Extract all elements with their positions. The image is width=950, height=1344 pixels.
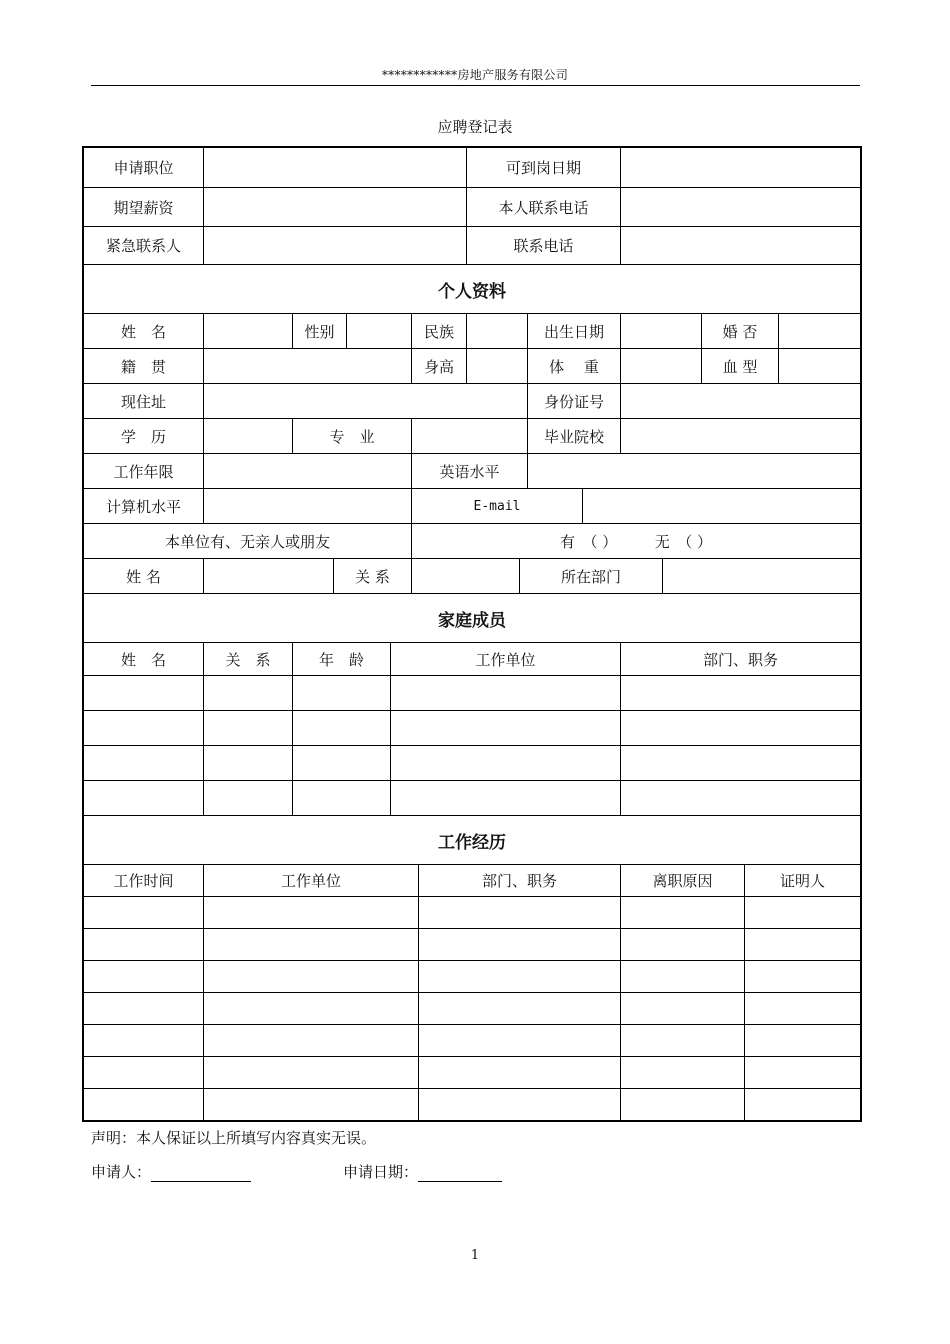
header-divider	[91, 85, 860, 86]
family-relation-input[interactable]	[204, 711, 293, 745]
apply-date-field	[343, 1161, 502, 1182]
position-row	[84, 148, 860, 188]
computer-level-label: 计算机水平	[84, 489, 204, 523]
relative-relation-input[interactable]	[412, 559, 520, 593]
work-years-input[interactable]	[204, 454, 412, 488]
work-period-input[interactable]	[84, 1025, 204, 1056]
weight-label: 体 重	[528, 349, 621, 383]
applicant-signature-line[interactable]	[151, 1165, 251, 1182]
personal-row-7	[84, 524, 860, 559]
work-leave-reason-input[interactable]	[621, 1025, 745, 1056]
work-header-row	[84, 865, 860, 897]
emergency-contact-label: 紧急联系人	[84, 227, 204, 264]
native-place-input[interactable]	[204, 349, 412, 383]
work-row	[84, 1089, 860, 1120]
family-row	[84, 746, 860, 781]
gender-input[interactable]	[347, 314, 412, 348]
personal-row-3	[84, 384, 860, 419]
personal-row-8	[84, 559, 860, 594]
family-relation-input[interactable]	[204, 746, 293, 780]
work-section-title: 工作经历	[438, 832, 506, 853]
work-period-input[interactable]	[84, 897, 204, 928]
marital-input[interactable]	[779, 314, 860, 348]
blood-type-input[interactable]	[779, 349, 860, 383]
work-period-input[interactable]	[84, 1089, 204, 1120]
work-row	[84, 1057, 860, 1089]
work-leave-reason-input[interactable]	[621, 897, 745, 928]
emergency-contact-input[interactable]	[204, 227, 467, 264]
work-position-input[interactable]	[419, 1089, 621, 1120]
ethnicity-input[interactable]	[467, 314, 528, 348]
family-employer-input[interactable]	[391, 676, 621, 710]
personal-row-6	[84, 489, 860, 524]
work-row	[84, 993, 860, 1025]
personal-section-title: 个人资料	[438, 281, 506, 302]
work-period-input[interactable]	[84, 961, 204, 992]
work-row	[84, 929, 860, 961]
work-employer-input[interactable]	[204, 961, 419, 992]
family-relation-input[interactable]	[204, 781, 293, 815]
relatives-question-label: 本单位有、无亲人或朋友	[84, 524, 412, 558]
work-row	[84, 897, 860, 929]
english-level-label: 英语水平	[412, 454, 528, 488]
education-input[interactable]	[204, 419, 293, 453]
own-phone-label: 本人联系电话	[467, 188, 621, 226]
family-position-input[interactable]	[621, 711, 860, 745]
family-col-name: 姓 名	[84, 643, 204, 675]
family-col-relation: 关 系	[204, 643, 293, 675]
personal-row-2	[84, 349, 860, 384]
family-col-employer: 工作单位	[391, 643, 621, 675]
emergency-row	[84, 227, 860, 265]
name-input[interactable]	[204, 314, 293, 348]
school-input[interactable]	[621, 419, 860, 453]
family-employer-input[interactable]	[391, 746, 621, 780]
work-reference-input[interactable]	[745, 897, 860, 928]
work-leave-reason-input[interactable]	[621, 929, 745, 960]
family-col-age: 年 龄	[293, 643, 391, 675]
family-employer-input[interactable]	[391, 781, 621, 815]
relative-name-label: 姓 名	[84, 559, 204, 593]
position-input[interactable]	[204, 148, 467, 187]
work-col-reference: 证明人	[779, 872, 825, 890]
work-position-input[interactable]	[419, 897, 621, 928]
family-name-input[interactable]	[84, 676, 204, 710]
work-period-input[interactable]	[84, 929, 204, 960]
family-name-input[interactable]	[84, 711, 204, 745]
work-col-position: 部门、职务	[419, 865, 621, 896]
expected-salary-input[interactable]	[204, 188, 467, 226]
work-leave-reason-input[interactable]	[621, 1089, 745, 1120]
applicant-signature	[91, 1161, 251, 1182]
family-age-input[interactable]	[293, 676, 391, 710]
weight-input[interactable]	[621, 349, 702, 383]
work-reference-input[interactable]	[745, 993, 860, 1024]
work-section-header	[84, 816, 860, 865]
application-form-table	[82, 146, 862, 1122]
declaration-text: 声明：本人保证以上所填写内容真实无误。	[91, 1129, 377, 1147]
marital-label: 婚 否	[702, 314, 779, 348]
personal-row-1	[84, 314, 860, 349]
family-age-input[interactable]	[293, 746, 391, 780]
height-label: 身高	[412, 349, 467, 383]
apply-date-label: 申请日期：	[343, 1163, 419, 1181]
school-label: 毕业院校	[528, 419, 621, 453]
applicant-label: 申请人：	[91, 1163, 152, 1181]
ethnicity-label: 民族	[412, 314, 467, 348]
contact-phone-input[interactable]	[621, 227, 860, 264]
email-input[interactable]	[583, 489, 860, 523]
work-employer-input[interactable]	[204, 1025, 419, 1056]
address-input[interactable]	[204, 384, 528, 418]
work-period-input[interactable]	[84, 993, 204, 1024]
family-age-input[interactable]	[293, 781, 391, 815]
email-label: E-mail	[412, 489, 583, 523]
work-col-leave-reason: 离职原因	[621, 865, 745, 896]
work-position-input[interactable]	[419, 929, 621, 960]
work-leave-reason-input[interactable]	[621, 1057, 745, 1088]
english-level-input[interactable]	[528, 454, 860, 488]
expected-salary-label: 期望薪资	[84, 188, 204, 226]
work-employer-input[interactable]	[204, 993, 419, 1024]
major-label: 专 业	[293, 419, 412, 453]
position-label: 申请职位	[84, 148, 204, 187]
work-position-input[interactable]	[419, 1057, 621, 1088]
work-years-label: 工作年限	[84, 454, 204, 488]
native-place-label: 籍 贯	[84, 349, 204, 383]
work-employer-input[interactable]	[204, 1057, 419, 1088]
birth-date-input[interactable]	[621, 314, 702, 348]
relative-name-input[interactable]	[204, 559, 334, 593]
relative-department-label: 所在部门	[520, 559, 663, 593]
relative-relation-label: 关 系	[334, 559, 412, 593]
family-col-position: 部门、职务	[702, 650, 778, 669]
education-label: 学 历	[84, 419, 204, 453]
work-col-period: 工作时间	[84, 865, 204, 896]
company-header: ************房地产服务有限公司	[381, 68, 569, 82]
blood-type-label: 血 型	[702, 349, 779, 383]
family-row	[84, 781, 860, 816]
work-reference-input[interactable]	[745, 961, 860, 992]
contact-phone-label: 联系电话	[467, 227, 621, 264]
available-date-input[interactable]	[621, 148, 860, 187]
work-period-input[interactable]	[84, 1057, 204, 1088]
work-row	[84, 961, 860, 993]
family-name-input[interactable]	[84, 746, 204, 780]
family-position-input[interactable]	[621, 746, 860, 780]
work-leave-reason-input[interactable]	[621, 993, 745, 1024]
work-position-input[interactable]	[419, 1025, 621, 1056]
work-reference-input[interactable]	[745, 929, 860, 960]
birth-date-label: 出生日期	[528, 314, 621, 348]
work-employer-input[interactable]	[204, 897, 419, 928]
salary-row	[84, 188, 860, 227]
family-header-row	[84, 643, 860, 676]
address-label: 现住址	[84, 384, 204, 418]
relatives-options[interactable]: 有 （ ） 无 （ ）	[559, 532, 713, 551]
apply-date-line[interactable]	[418, 1165, 502, 1182]
family-section-title: 家庭成员	[438, 610, 506, 631]
family-section-header	[84, 594, 860, 643]
id-number-input[interactable]	[621, 384, 860, 418]
family-row	[84, 711, 860, 746]
form-title: 应聘登记表	[437, 118, 513, 136]
work-employer-input[interactable]	[204, 1089, 419, 1120]
work-reference-input[interactable]	[745, 1089, 860, 1120]
computer-level-input[interactable]	[204, 489, 412, 523]
relative-department-input[interactable]	[663, 559, 860, 593]
work-row	[84, 1025, 860, 1057]
family-name-input[interactable]	[84, 781, 204, 815]
work-leave-reason-input[interactable]	[621, 961, 745, 992]
gender-label: 性别	[293, 314, 347, 348]
page-number: 1	[470, 1248, 480, 1263]
family-relation-input[interactable]	[204, 676, 293, 710]
id-number-label: 身份证号	[528, 384, 621, 418]
work-reference-input[interactable]	[745, 1057, 860, 1088]
family-row	[84, 676, 860, 711]
family-employer-input[interactable]	[391, 711, 621, 745]
work-position-input[interactable]	[419, 961, 621, 992]
personal-row-5	[84, 454, 860, 489]
work-employer-input[interactable]	[204, 929, 419, 960]
family-position-input[interactable]	[621, 676, 860, 710]
work-col-employer: 工作单位	[204, 865, 419, 896]
height-input[interactable]	[467, 349, 528, 383]
personal-section-header	[84, 265, 860, 314]
family-age-input[interactable]	[293, 711, 391, 745]
personal-row-4	[84, 419, 860, 454]
own-phone-input[interactable]	[621, 188, 860, 226]
available-date-label: 可到岗日期	[467, 148, 621, 187]
work-reference-input[interactable]	[745, 1025, 860, 1056]
major-input[interactable]	[412, 419, 528, 453]
family-position-input[interactable]	[621, 781, 860, 815]
name-label: 姓 名	[84, 314, 204, 348]
work-position-input[interactable]	[419, 993, 621, 1024]
